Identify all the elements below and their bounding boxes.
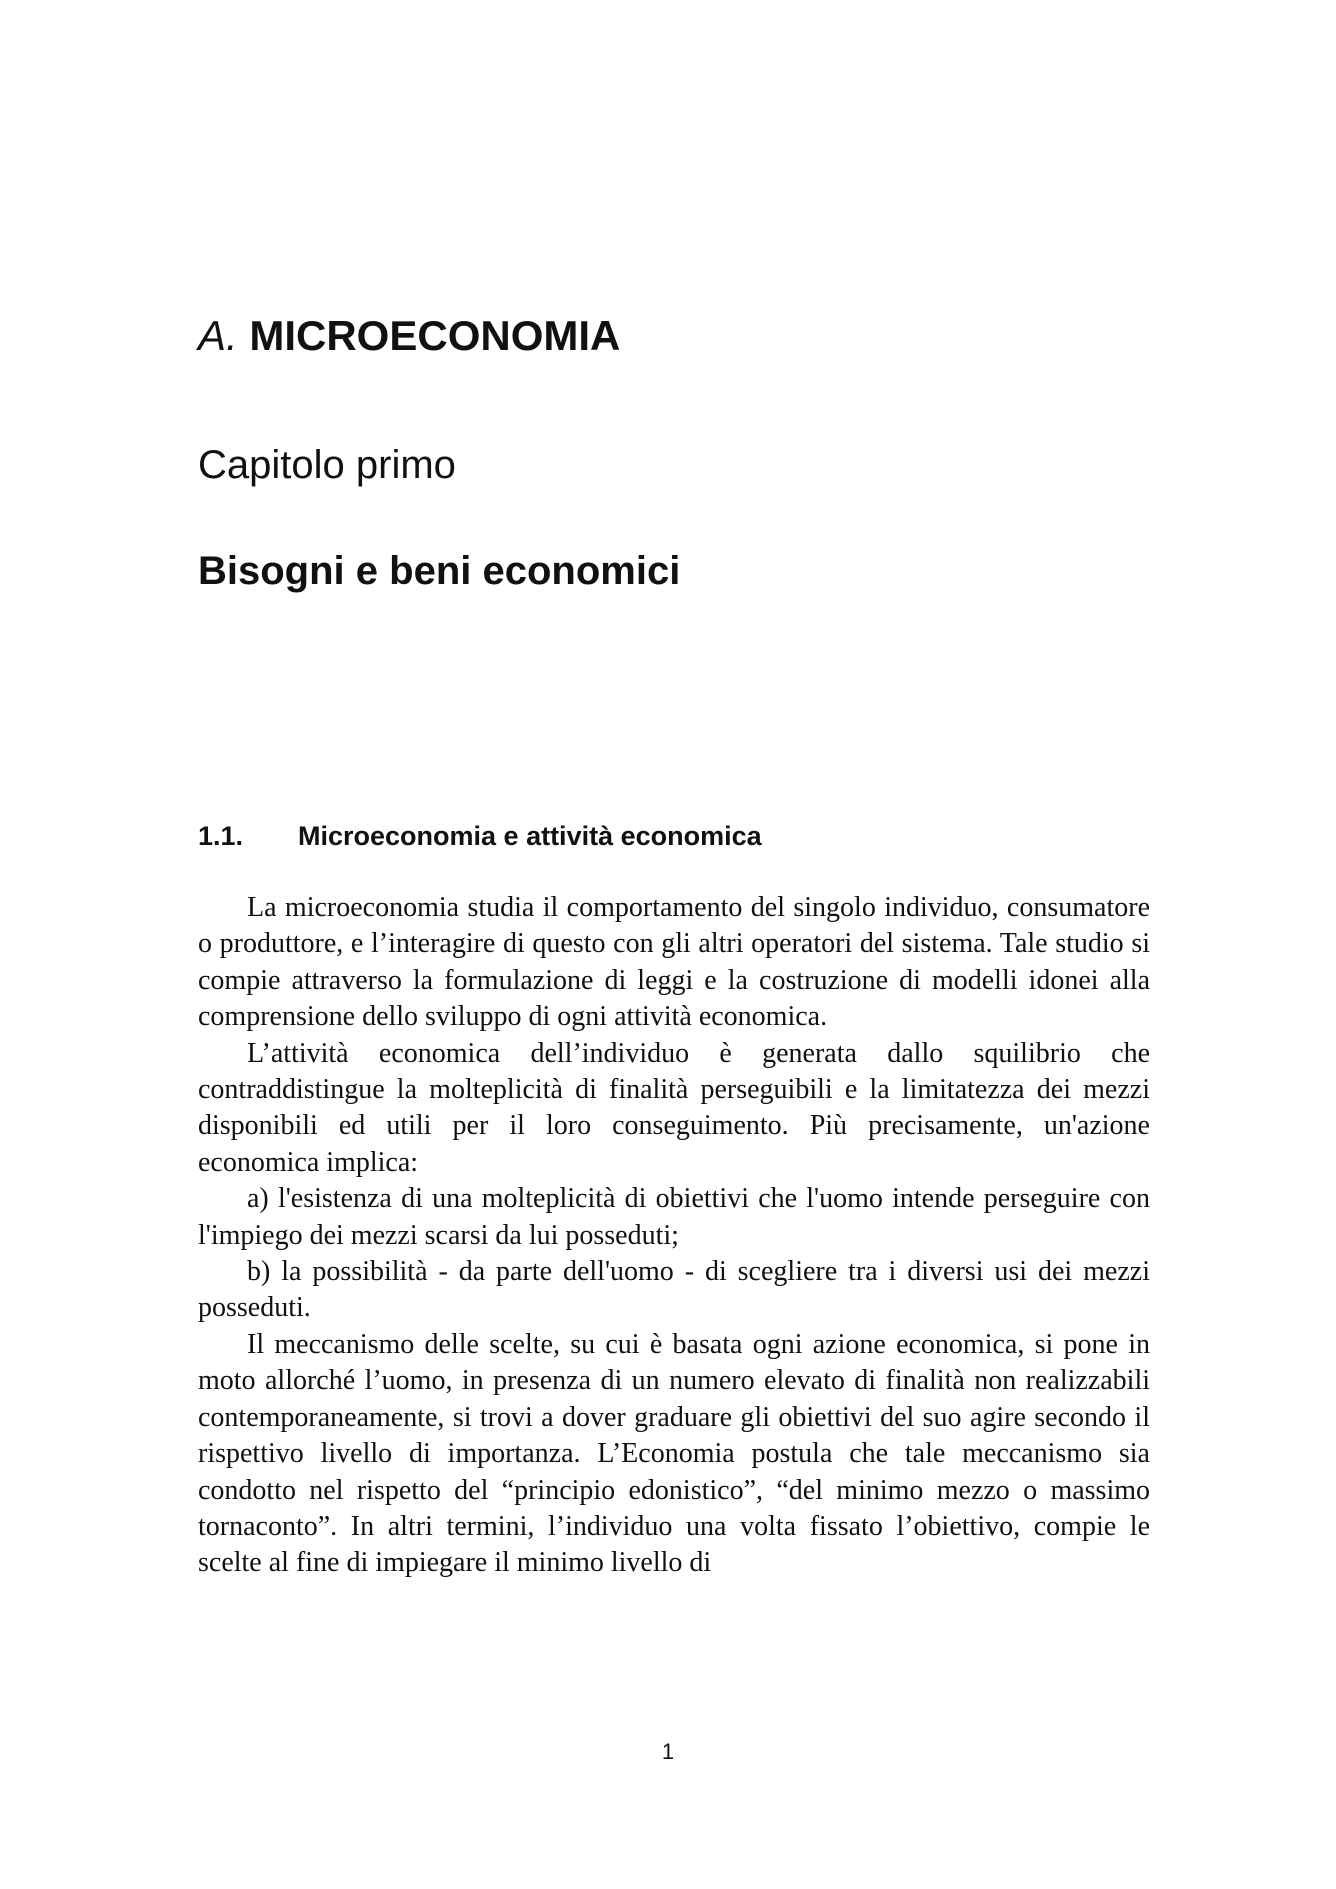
part-prefix: A. [198, 312, 238, 359]
body-text [198, 890, 1150, 1582]
chapter-label: Capitolo primo [198, 443, 456, 487]
list-item-a: a) l'esistenza di una molteplicità di obiettivi che l'uomo intende perseguire con l'impiego dei mezzi scarsi da lui posseduti; [198, 1183, 1150, 1251]
paragraph: La microeconomia studia il comportamento del singolo individuo, consumatore o produttore, e l’interagire di questo con gli altri operatori del sistema. Tale studio si compie attraverso la formulazione di leggi e la costruzione di modelli idonei alla comprensione dello sviluppo di ogni attività economica. [198, 892, 1150, 1033]
part-name: MICROECONOMIA [249, 312, 621, 359]
section-number: 1.1. [198, 821, 244, 851]
paragraph: L’attività economica dell’individuo è generata dallo squilibrio che contraddistingue la molteplicità di finalità perseguibili e la limitatezza dei mezzi disponibili ed utili per il loro conseguimento. Più precisamente, un'azione economica implica: [198, 1037, 1150, 1178]
paragraph: Il meccanismo delle scelte, su cui è basata ogni azione economica, si pone in moto allorché l’uomo, in presenza di un numero elevato di finalità non realizzabili contemporaneamente, si trovi a dover graduare gli obiettivi del suo agire secondo il rispettivo livello di importanza. L’Economia postula che tale meccanismo sia condotto nel rispetto del “principio edonistico”, “del minimo mezzo o massimo tornaconto”. In altri termini, l’individuo una volta fissato l’obiettivo, compie le scelte al fine di impiegare il minimo livello di [198, 1328, 1150, 1579]
page-number: 1 [661, 1739, 675, 1764]
section-title: Microeconomia e attività economica [298, 821, 762, 851]
chapter-title: Bisogni e beni economici [198, 549, 681, 593]
part-title [198, 310, 620, 362]
list-item-b: b) la possibilità - da parte dell'uomo - di scegliere tra i diversi usi dei mezzi posseduti. [198, 1256, 1150, 1324]
section-heading [198, 818, 762, 854]
